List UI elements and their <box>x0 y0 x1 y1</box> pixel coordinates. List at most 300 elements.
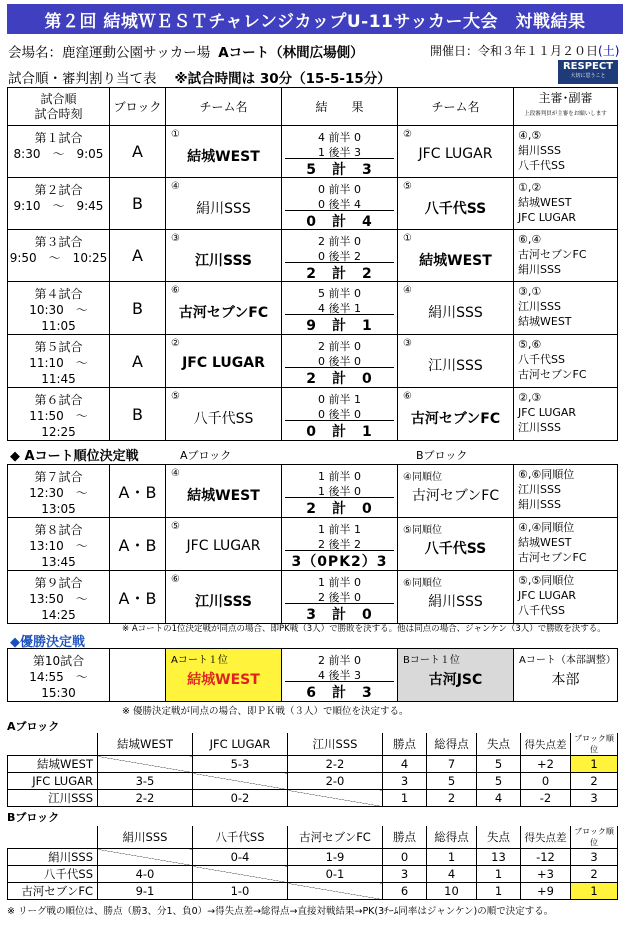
standings-goal-diff: 0 <box>521 773 571 790</box>
match-result <box>282 126 398 178</box>
home-team <box>166 465 282 518</box>
away-team-name: JFC LUGAR <box>418 146 493 162</box>
away-team <box>398 230 514 282</box>
assistant-referee: 古河セブンFC <box>518 368 587 381</box>
standings-goal-diff: +9 <box>521 883 571 900</box>
standings-goals-for: 2 <box>427 790 477 807</box>
header-ref-label: 主審･副審 <box>538 91 593 105</box>
assistant-referee: 八千代SS <box>518 159 565 172</box>
match-time: 9:50 ～ 10:25 <box>9 251 108 265</box>
assistant-referee: 古河セブンFC <box>518 551 587 564</box>
away-team-number: ⑤同順位 <box>403 525 442 536</box>
block-a-title: Aブロック <box>7 720 60 733</box>
home-team-number: ③ <box>171 233 180 244</box>
standings-row <box>8 756 618 773</box>
final-home-label: Aコート１位 <box>171 655 228 666</box>
referee-numbers: ②,③ <box>518 391 542 404</box>
main-referee: JFC LUGAR <box>518 589 577 602</box>
first-half-score: 0 前半 1 <box>318 393 361 406</box>
header-team: チーム名 <box>166 88 282 126</box>
home-team-name: 古河セブンFC <box>178 305 269 321</box>
referees <box>514 388 618 441</box>
away-team-number: ③ <box>403 338 412 349</box>
final-away-name: 古河JSC <box>428 672 483 688</box>
respect-logo-main: RESPECT <box>562 61 614 72</box>
standings-goals-against: 1 <box>477 866 521 883</box>
match-row <box>8 335 618 388</box>
standings-self-cell <box>288 883 383 900</box>
standings-result: 9-1 <box>98 883 193 900</box>
final-ref <box>514 649 618 702</box>
main-referee: 八千代SS <box>518 353 565 366</box>
referees <box>514 335 618 388</box>
standings-corner <box>8 826 98 849</box>
away-team-name: 古河セブンFC <box>410 411 501 427</box>
standings-goals-against: 4 <box>477 790 521 807</box>
standings-rank: 2 <box>571 773 618 790</box>
standings-goal-diff: -2 <box>521 790 571 807</box>
standings-result: 2-2 <box>98 790 193 807</box>
referees <box>514 230 618 282</box>
second-half-score: 0 後半 0 <box>318 408 361 421</box>
standings-header-row <box>8 733 618 756</box>
standings-row <box>8 883 618 900</box>
block-a-standings <box>7 733 618 807</box>
away-team-name: 絹川SSS <box>428 305 483 321</box>
final-away-team <box>398 649 514 702</box>
page-title: 第２回 結城ＷＥＳＴチャレンジカップU-11サッカー大会 対戦結果 <box>7 4 623 34</box>
event-date-text: 開催日：令和３年１１月２０日 <box>430 44 599 58</box>
referee-numbers: ④,④同順位 <box>518 521 575 534</box>
standings-result: 1-0 <box>193 883 288 900</box>
home-team-name: 絹川SSS <box>196 201 251 217</box>
first-half-score: 5 前半 0 <box>318 287 361 300</box>
match-time: 12:30 ～ 13:05 <box>29 486 100 516</box>
second-half-score: 2 後半 2 <box>318 538 361 551</box>
away-team-name: 江川SSS <box>428 358 483 374</box>
match-row <box>8 230 618 282</box>
total-score: 5 計 3 <box>306 162 373 178</box>
header-block: ブロック <box>110 88 166 126</box>
main-referee: 江川SSS <box>518 300 561 313</box>
standings-row <box>8 849 618 866</box>
standings-result: 0-2 <box>193 790 288 807</box>
standings-points: 3 <box>383 773 427 790</box>
away-team-name: 八千代SS <box>424 541 487 557</box>
home-team-name: 八千代SS <box>193 411 254 427</box>
standings-goals-against: 13 <box>477 849 521 866</box>
match-order: 第６試合 <box>34 393 83 407</box>
venue-name: 会場名：鹿窪運動公園サッカー場 <box>8 45 211 61</box>
home-team-name: 江川SSS <box>195 594 252 610</box>
assistant-referee: 絹川SSS <box>518 498 561 511</box>
away-team-name: 絹川SSS <box>428 594 483 610</box>
match-result <box>282 282 398 335</box>
respect-logo <box>558 60 618 84</box>
final-home-name: 結城WEST <box>187 672 260 688</box>
final-ref-name: 本部 <box>551 672 580 688</box>
total-score: 0 計 4 <box>306 214 373 230</box>
standings-col-team: 古河セブンFC <box>288 826 383 849</box>
league-match-table <box>7 87 618 441</box>
main-referee: 絹川SSS <box>518 144 561 157</box>
referees <box>514 282 618 335</box>
second-half-score: 2 後半 0 <box>318 591 361 604</box>
match-order: 第５試合 <box>34 340 83 354</box>
standings-col-header: 総得点 <box>427 826 477 849</box>
home-team-number: ⑥ <box>171 574 180 585</box>
placement-match-table <box>7 464 618 624</box>
standings-col-team: 八千代SS <box>193 826 288 849</box>
standings-self-cell <box>193 866 288 883</box>
standings-result: 0-4 <box>193 849 288 866</box>
total-score: 2 計 2 <box>306 266 373 282</box>
total-score: 0 計 1 <box>306 424 373 440</box>
away-team-name: 結城WEST <box>419 253 492 269</box>
assistant-referee: 八千代SS <box>518 604 565 617</box>
match-time: 13:50 ～ 14:25 <box>29 592 100 622</box>
standings-col-header: 勝点 <box>383 826 427 849</box>
match-result <box>282 178 398 230</box>
standings-goal-diff: +2 <box>521 756 571 773</box>
standings-goal-diff: +3 <box>521 866 571 883</box>
standings-goals-against: 5 <box>477 756 521 773</box>
match-order: 第１試合 <box>34 131 83 145</box>
standings-col-header: 失点 <box>477 826 521 849</box>
referee-numbers: ⑤,⑥ <box>518 338 542 351</box>
standings-col-header: ブロック順位 <box>571 826 618 849</box>
match-row <box>8 126 618 178</box>
match-order-time <box>8 282 110 335</box>
final-home-team <box>166 649 282 702</box>
standings-col-header: 得失点差 <box>521 733 571 756</box>
standings-team-name: JFC LUGAR <box>8 773 98 790</box>
match-block: A <box>110 335 166 388</box>
total-score: 3（0PK2）3 <box>291 554 388 570</box>
schedule-note: ※試合時間は 30分（15-5-15分） <box>174 71 391 87</box>
schedule-line <box>8 67 391 87</box>
home-team-name: 結城WEST <box>187 488 260 504</box>
referees <box>514 126 618 178</box>
match-result <box>282 230 398 282</box>
total-score: 2 計 0 <box>306 501 373 517</box>
away-team <box>398 335 514 388</box>
standings-team-name: 絹川SSS <box>8 849 98 866</box>
match-order-time <box>8 126 110 178</box>
second-half-score: 4 後半 1 <box>318 302 361 315</box>
final-result <box>282 649 398 702</box>
standings-points: 4 <box>383 756 427 773</box>
away-team <box>398 388 514 441</box>
match-order-time <box>8 518 110 571</box>
standings-row <box>8 790 618 807</box>
standings-result: 5-3 <box>193 756 288 773</box>
match-result <box>282 465 398 518</box>
standings-goals-for: 4 <box>427 866 477 883</box>
away-team-name: 古河セブンFC <box>411 488 500 504</box>
venue-line <box>8 41 364 61</box>
match-result <box>282 571 398 624</box>
final-ref-label: Aコート（本部調整） <box>519 655 616 666</box>
venue-court: Aコート（林間広場側） <box>218 45 364 61</box>
first-half-score: 0 前半 0 <box>318 183 361 196</box>
match-order-time <box>8 388 110 441</box>
second-half-score: 1 後半 3 <box>318 146 361 159</box>
main-referee: 結城WEST <box>518 536 572 549</box>
second-half-score: 0 後半 4 <box>318 198 361 211</box>
home-team-number: ① <box>171 129 180 140</box>
placement-note: ※ Aコートの1位決定戦が同点の場合、即PK戦（3人）で勝敗を決する。他は同点の場合、ジャンケン（3人）で勝敗を決する。 <box>122 624 606 634</box>
standings-goals-for: 7 <box>427 756 477 773</box>
home-team <box>166 388 282 441</box>
referees <box>514 178 618 230</box>
standings-row <box>8 866 618 883</box>
final-total: 6 計 3 <box>306 685 373 701</box>
match-block: A・B <box>110 571 166 624</box>
match-order: 第８試合 <box>34 523 83 537</box>
second-half-score: 1 後半 0 <box>318 485 361 498</box>
standings-col-header: 失点 <box>477 733 521 756</box>
away-team-number: ④同順位 <box>403 472 442 483</box>
referees <box>514 571 618 624</box>
standings-team-name: 八千代SS <box>8 866 98 883</box>
final-title: ◆優勝決定戦 <box>10 635 85 650</box>
assistant-referee: JFC LUGAR <box>518 211 577 224</box>
schedule-label: 試合順・審判割り当て表 <box>8 71 157 87</box>
block-b-title: Bブロック <box>7 811 60 824</box>
home-team-number: ⑤ <box>171 521 180 532</box>
away-team <box>398 126 514 178</box>
match-block: A <box>110 230 166 282</box>
match-row <box>8 518 618 571</box>
match-order: 第３試合 <box>34 235 83 249</box>
match-row <box>8 282 618 335</box>
total-score: 3 計 0 <box>306 607 373 623</box>
standings-self-cell <box>193 773 288 790</box>
home-team-number: ② <box>171 338 180 349</box>
main-referee: JFC LUGAR <box>518 406 577 419</box>
referee-numbers: ①,② <box>518 181 542 194</box>
match-order-time <box>8 178 110 230</box>
assistant-referee: 結城WEST <box>518 315 572 328</box>
footer-note: ※ リーグ戦の順位は、勝点（勝3、分1、負0）→得失点差→総得点→直接対戦結果→PK(3ﾁｰﾑ同率はジャンケン)の順で決定する。 <box>7 906 554 917</box>
header-order-time <box>8 88 110 126</box>
match-row <box>8 178 618 230</box>
total-score: 9 計 1 <box>306 318 373 334</box>
final-away-label: Bコート１位 <box>403 655 460 666</box>
match-row <box>8 388 618 441</box>
away-team <box>398 571 514 624</box>
away-team-number: ⑤ <box>403 181 412 192</box>
final-time: 14:55 ～ 15:30 <box>29 670 100 700</box>
standings-col-team: 絹川SSS <box>98 826 193 849</box>
main-referee: 江川SSS <box>518 483 561 496</box>
final-block-empty <box>110 649 166 702</box>
match-block: B <box>110 388 166 441</box>
first-half-score: 1 前半 1 <box>318 523 361 536</box>
home-team-number: ④ <box>171 181 180 192</box>
assistant-referee: 江川SSS <box>518 421 561 434</box>
standings-points: 3 <box>383 866 427 883</box>
final-row <box>8 649 618 702</box>
table-header-row <box>8 88 618 126</box>
away-team-number: ④ <box>403 285 412 296</box>
standings-header-row <box>8 826 618 849</box>
standings-self-cell <box>98 756 193 773</box>
standings-rank: 1 <box>571 756 618 773</box>
match-time: 11:50 ～ 12:25 <box>29 409 100 439</box>
home-team <box>166 335 282 388</box>
referees <box>514 518 618 571</box>
final-second-half: 4 後半 3 <box>318 669 361 682</box>
home-team <box>166 571 282 624</box>
standings-self-cell <box>98 849 193 866</box>
referee-numbers: ③,① <box>518 285 542 298</box>
standings-result: 4-0 <box>98 866 193 883</box>
standings-col-team: 江川SSS <box>288 733 383 756</box>
first-half-score: 2 前半 0 <box>318 340 361 353</box>
away-team-number: ① <box>403 233 412 244</box>
placement-b-label: Bブロック <box>416 449 468 462</box>
match-block: A・B <box>110 518 166 571</box>
assistant-referee: 絹川SSS <box>518 263 561 276</box>
home-team-name: 江川SSS <box>195 253 252 269</box>
home-team-name: JFC LUGAR <box>182 355 265 371</box>
match-order: 第９試合 <box>34 576 83 590</box>
match-order-time <box>8 335 110 388</box>
match-block: A・B <box>110 465 166 518</box>
away-team <box>398 518 514 571</box>
event-date <box>430 42 619 59</box>
match-time: 9:10 ～ 9:45 <box>13 199 104 213</box>
standings-result: 1-9 <box>288 849 383 866</box>
header-result: 結 果 <box>282 88 398 126</box>
respect-logo-sub: 大切に思うこと <box>570 73 606 79</box>
standings-points: 1 <box>383 790 427 807</box>
standings-team-name: 結城WEST <box>8 756 98 773</box>
match-time: 11:10 ～ 11:45 <box>29 356 100 386</box>
home-team <box>166 230 282 282</box>
standings-col-team: JFC LUGAR <box>193 733 288 756</box>
total-score: 2 計 0 <box>306 371 373 387</box>
first-half-score: 4 前半 0 <box>318 131 361 144</box>
standings-goal-diff: -12 <box>521 849 571 866</box>
standings-col-header: 総得点 <box>427 733 477 756</box>
match-result <box>282 518 398 571</box>
match-order: 第４試合 <box>34 287 83 301</box>
referee-numbers: ⑥,④ <box>518 233 542 246</box>
standings-col-header: 勝点 <box>383 733 427 756</box>
match-order-time <box>8 465 110 518</box>
match-result <box>282 335 398 388</box>
main-referee: 古河セブンFC <box>518 248 587 261</box>
header-time: 試合時刻 <box>34 106 83 121</box>
standings-goals-against: 1 <box>477 883 521 900</box>
event-date-day: (土) <box>598 44 620 58</box>
final-order: 第10試合 <box>32 654 85 668</box>
block-b-standings <box>7 826 618 900</box>
home-team-number: ⑤ <box>171 391 180 402</box>
match-order-time <box>8 571 110 624</box>
standings-points: 0 <box>383 849 427 866</box>
match-block: B <box>110 178 166 230</box>
match-result <box>282 388 398 441</box>
standings-goals-for: 10 <box>427 883 477 900</box>
referee-numbers: ④,⑤ <box>518 129 542 142</box>
away-team-number: ② <box>403 129 412 140</box>
match-block: A <box>110 126 166 178</box>
referees <box>514 465 618 518</box>
placement-a-label: Aブロック <box>180 449 232 462</box>
placement-title: ◆ Aコート順位決定戦 <box>10 449 139 464</box>
standings-col-header: 得失点差 <box>521 826 571 849</box>
header-ref <box>514 88 618 126</box>
standings-team-name: 古河セブンFC <box>8 883 98 900</box>
standings-result: 0-1 <box>288 866 383 883</box>
home-team-number: ⑥ <box>171 285 180 296</box>
match-order: 第７試合 <box>34 470 83 484</box>
standings-result: 2-2 <box>288 756 383 773</box>
home-team <box>166 126 282 178</box>
header-order: 試合順 <box>40 91 77 106</box>
second-half-score: 0 後半 0 <box>318 355 361 368</box>
home-team-name: JFC LUGAR <box>186 538 261 554</box>
match-order-time <box>8 230 110 282</box>
standings-result: 2-0 <box>288 773 383 790</box>
home-team <box>166 518 282 571</box>
referee-numbers: ⑥,⑥同順位 <box>518 468 575 481</box>
away-team <box>398 465 514 518</box>
standings-col-team: 結城WEST <box>98 733 193 756</box>
match-row <box>8 465 618 518</box>
standings-goals-for: 1 <box>427 849 477 866</box>
final-match-table <box>7 648 618 702</box>
away-team <box>398 282 514 335</box>
referee-numbers: ⑤,⑤同順位 <box>518 574 575 587</box>
first-half-score: 1 前半 0 <box>318 470 361 483</box>
standings-rank: 3 <box>571 790 618 807</box>
standings-row <box>8 773 618 790</box>
match-time: 13:10 ～ 13:45 <box>29 539 100 569</box>
away-team-number: ⑥ <box>403 391 412 402</box>
home-team <box>166 178 282 230</box>
match-time: 10:30 ～ 11:05 <box>29 303 100 333</box>
away-team <box>398 178 514 230</box>
home-team-name: 結城WEST <box>187 149 260 165</box>
match-row <box>8 571 618 624</box>
home-team-number: ④ <box>171 468 180 479</box>
match-time: 8:30 ～ 9:05 <box>13 147 104 161</box>
standings-result: 3-5 <box>98 773 193 790</box>
standings-goals-for: 5 <box>427 773 477 790</box>
first-half-score: 2 前半 0 <box>318 235 361 248</box>
final-first-half: 2 前半 0 <box>318 654 361 667</box>
standings-corner <box>8 733 98 756</box>
match-block: B <box>110 282 166 335</box>
standings-team-name: 江川SSS <box>8 790 98 807</box>
standings-self-cell <box>288 790 383 807</box>
standings-goals-against: 5 <box>477 773 521 790</box>
standings-col-header: ブロック順位 <box>571 733 618 756</box>
away-team-name: 八千代SS <box>424 201 487 217</box>
header-ref-note: 上段審判員が主審をお願いします <box>524 111 607 117</box>
main-referee: 結城WEST <box>518 196 572 209</box>
away-team-number: ⑥同順位 <box>403 578 442 589</box>
standings-rank: 1 <box>571 883 618 900</box>
standings-rank: 3 <box>571 849 618 866</box>
second-half-score: 0 後半 2 <box>318 250 361 263</box>
standings-rank: 2 <box>571 866 618 883</box>
